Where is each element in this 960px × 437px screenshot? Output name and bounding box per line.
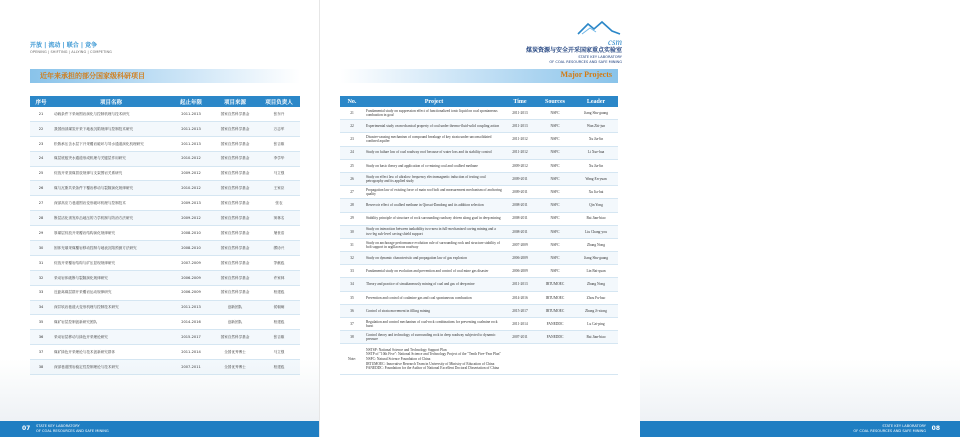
table-row [340,199,618,212]
leader: Zhang Nong [574,238,618,251]
table-row [30,196,300,211]
source: 国家自然科学基金 [212,285,258,300]
source: 国家自然科学基金 [212,211,258,226]
source: IRTUMOEC [536,278,574,291]
leader: Wan Zhi-jun [574,120,618,133]
source: 国家自然科学基金 [212,196,258,211]
leader: Lu Cai-ping [574,318,618,331]
row-number: 24 [30,151,52,166]
page-number: 08 [931,425,940,432]
row-number: 37 [340,318,364,331]
leader: Zhou Fu-bao [574,291,618,304]
logo-cn: 煤炭资源与安全开采国家重点实验室 [525,47,622,54]
time: 2006-2009 [504,265,536,278]
time: 2011-2012 [504,133,536,146]
note-line: IRTUMOEC: Innovative Research Team in University of Ministry of Education of China [366,361,495,366]
time: 2011-2013 [504,278,536,291]
project-name: Prevention and control of coalmine gas and coal spontaneous combustion [364,291,504,304]
table-row [30,255,300,270]
project-name: Study on anchorage performance evolution rule of surrounding rock and structure stability of bolt support in argillaceous roadway [364,238,504,251]
row-number: 23 [30,136,52,151]
project-name: 深部高应力巷道围岩变形破坏机理与控制技术 [52,196,170,211]
project-name: 固体充填采煤覆岩移动控制与地表沉陷预测方法研究 [52,241,170,256]
source: 创新团队 [212,300,258,315]
source: 国家自然科学基金 [212,270,258,285]
source: IRTUMOEC [536,304,574,317]
project-name: 深部巷道围岩稳定性控制理论与技术研究 [52,360,170,375]
leader: 张吉雄 [258,136,300,151]
period: 2014-2016 [170,315,212,330]
project-name: 采动岩体破断与裂隙演化规律研究 [52,270,170,285]
source: NSFC [536,133,574,146]
table-row [340,304,618,317]
source: NSFC [536,212,574,225]
table-row [340,238,618,251]
source: 国家自然科学基金 [212,136,258,151]
row-number: 27 [30,196,52,211]
leader: 缪协兴 [258,241,300,256]
tagline-cn: 开放 | 流动 | 联合 | 竞争 [30,42,98,49]
time: 2015-2017 [504,304,536,317]
row-number: 35 [30,315,52,330]
time: 2007-2011 [504,331,536,344]
period: 2011-2013 [170,136,212,151]
leader: Wang En-yuan [574,172,618,185]
source: NSFC [536,265,574,278]
col-header: 项目负责人 [258,96,300,107]
time: 2008-2011 [504,212,536,225]
table-row [30,136,300,151]
table-row [30,300,300,315]
leader: 许家林 [258,270,300,285]
row-number: 26 [340,172,364,185]
project-name: Study on basic theory and application of co-mining coal and coalbed methane [364,159,504,172]
period: 2007-2009 [170,255,212,270]
leader: 王家臣 [258,181,300,196]
period: 2007-2011 [170,360,212,375]
source: FANEDDC [536,331,574,344]
leader: 窦林名 [258,211,300,226]
period: 2010-2012 [170,181,212,196]
table-row [30,315,300,330]
source: NSFC [536,199,574,212]
leader: Qin Yong [574,199,618,212]
footer-bar [0,421,320,437]
project-name: Study on failure law of coal roadway roof because of water loss and its stability control [364,146,504,159]
project-name: Stability principle of structure of rock surrounding roadway driven along goaf in deep mining [364,212,504,225]
row-number: 33 [340,265,364,278]
table-row [340,186,618,199]
source: 国家自然科学基金 [212,226,258,241]
project-name: Study on effect law of ultralow frequency electromagnetic induction of testing coal petrography and its applied study [364,172,504,185]
right-page [320,0,940,437]
banner-title-cn: 近年来承担的部分国家级科研项目 [40,72,145,80]
row-number: 21 [340,107,364,120]
footer-bar [640,421,960,437]
footer-lab-line1: STATE KEY LABORATORY [882,424,926,428]
leader: 张吉雄 [258,330,300,345]
source: NSFC [536,225,574,238]
time: 2007-2009 [504,238,536,251]
col-header: 项目来源 [212,96,258,107]
source: FANEDDC [536,318,574,331]
row-number: 26 [30,181,52,196]
time: 2009-2011 [504,172,536,185]
footer-lab-line2: OF COAL RESOURCES AND SAFE MINING [36,428,109,433]
leader: 柏建彪 [258,315,300,330]
table-row [30,241,300,256]
leader: 侯朝炯 [258,300,300,315]
source: 国家自然科学基金 [212,181,258,196]
period: 2008-2010 [170,241,212,256]
col-header: Sources [536,96,574,107]
period: 2006-2009 [170,285,212,300]
time: 2011-2013 [504,120,536,133]
row-number: 25 [30,166,52,181]
source: 全国优秀博士 [212,345,258,360]
project-name: Disaster-causing mechanism of compound breakage of key strata under unconsolidated confined aquifer [364,133,504,146]
leader: 张东升 [258,107,300,121]
row-number: 24 [340,146,364,159]
row-number: 31 [30,255,52,270]
time: 2011-2013 [504,107,536,120]
period: 2015-2017 [170,330,212,345]
period: 2011-2013 [170,300,212,315]
project-name: 煤矿岩层控制创新研究团队 [52,315,170,330]
source: NSFC [536,238,574,251]
source: 国家自然科学基金 [212,166,258,181]
footer-lab-name [36,424,109,433]
table-row [340,225,618,238]
project-name: Study on dynamic characteristic and propagation law of gas explosion [364,252,504,265]
source: NSFC [536,252,574,265]
table-row [30,345,300,360]
col-header: Time [504,96,536,107]
row-number: 30 [30,241,52,256]
note-label: Note: [340,344,364,375]
project-name: Fundamental study on evolution and prevention and control of coal mine gas disaster [364,265,504,278]
row-number: 21 [30,107,52,121]
table-row [340,265,618,278]
project-name: 综放开采顶煤冒放规律与支架围岩关系研究 [52,166,170,181]
table-row [340,159,618,172]
row-number: 37 [30,345,52,360]
footer-lab-line2: OF COAL RESOURCES AND SAFE MINING [853,428,926,433]
row-number: 25 [340,159,364,172]
source: NSFC [536,120,574,133]
table-row [340,120,618,133]
leader: Lin Bai-quan [574,265,618,278]
leader: 马立强 [258,166,300,181]
time: 2008-2011 [504,225,536,238]
row-number: 22 [30,121,52,136]
table-row [30,166,300,181]
row-number: 22 [340,120,364,133]
source: NSFC [536,172,574,185]
row-number: 29 [340,212,364,225]
time: 2014-2016 [504,291,536,304]
source: 国家自然科学基金 [212,151,258,166]
leader: Zhang Ji-xiong [574,304,618,317]
project-name: 综放开采覆岩结构与矿压显现规律研究 [52,255,170,270]
leader: 茅献彪 [258,255,300,270]
col-header: Leader [574,96,618,107]
col-header: 起止年限 [170,96,212,107]
table-row [340,212,618,225]
row-number: 33 [30,285,52,300]
period: 2011-2014 [170,345,212,360]
table-row [30,107,300,121]
row-number: 28 [30,211,52,226]
time: 2006-2009 [504,252,536,265]
project-name: 动载条件下采场围岩演化与控制机理与技术研究 [52,107,170,121]
table-row [30,226,300,241]
leader: 李学华 [258,151,300,166]
row-number: 36 [30,330,52,345]
leader: 马立强 [258,345,300,360]
leader: 柏建彪 [258,360,300,375]
leader: Bai Jian-biao [574,212,618,225]
project-name: 松散承压含水层下开采覆岩破坏与导水通道演化机理研究 [52,136,170,151]
leader: Xu Jia-lin [574,159,618,172]
lab-logo [502,20,622,65]
leader: 柏建彪 [258,285,300,300]
row-number: 36 [340,304,364,317]
period: 2006-2009 [170,270,212,285]
table-header-row [30,96,300,107]
table-row [30,270,300,285]
note-line: NSTP of "10th Five": National Science and Technology Project of the "Tenth Five-Year Plan" [366,352,501,357]
row-number: 31 [340,238,364,251]
table-row [30,151,300,166]
period: 2011-2013 [170,107,212,121]
source: 全国优秀博士 [212,360,258,375]
time: 2011-2012 [504,146,536,159]
project-name: Reservoir effect of coalbed methane in Qinxui-Dandong and its addition selection [364,199,504,212]
tagline [30,42,112,56]
footer-lab-name [853,424,926,433]
table-row [340,291,618,304]
leader: Liu Chang-you [574,225,618,238]
table-header-row [340,96,618,107]
col-header: No. [340,96,364,107]
row-number: 23 [340,133,364,146]
period: 2009-2012 [170,211,212,226]
time: 2009-2011 [504,186,536,199]
note-line: NSTSP: National Science and Technology Support Plan [366,347,447,352]
source: 创新团队 [212,315,258,330]
row-number: 34 [30,300,52,315]
source: 国家自然科学基金 [212,107,258,121]
row-number: 35 [340,291,364,304]
row-number: 34 [340,278,364,291]
tagline-en: OPENING | SHIFTING | ALLYING | COMPETING [30,50,112,54]
col-header: Project [364,96,504,107]
projects-table-cn [30,96,300,375]
banner-title-en: Major Projects [560,70,612,79]
period: 2010-2012 [170,151,212,166]
row-number: 32 [340,252,364,265]
period: 2009-2012 [170,166,212,181]
row-number: 28 [340,199,364,212]
table-row [30,181,300,196]
left-page [0,0,320,437]
period: 2008-2010 [170,226,212,241]
table-row [340,146,618,159]
note-line: NSFC: Natural Science Foundation of China [366,357,431,362]
row-number: 29 [30,226,52,241]
source: NSFC [536,107,574,120]
leader: Xu Jia-lin [574,133,618,146]
leader: Bai Jian-biao [574,331,618,344]
logo-en-1: STATE KEY LABORATORY [578,55,622,59]
leader: Zhang Nong [574,278,618,291]
period: 2011-2013 [170,121,212,136]
table-row [30,285,300,300]
leader: Xu Jia-hai [574,186,618,199]
project-name: Theory and practice of simultaneously mining of coal and gas of deep mine [364,278,504,291]
source: NSFC [536,146,574,159]
time: 2011-2014 [504,318,536,331]
notes [364,344,618,375]
table-row [340,278,618,291]
city-skyline-image [640,359,960,421]
source: 国家自然科学基金 [212,330,258,345]
time: 2009-2012 [504,159,536,172]
project-name: Control of strata movement in filling mining [364,304,504,317]
leader: Li Xue-hua [574,146,618,159]
row-number: 32 [30,270,52,285]
row-number: 27 [340,186,364,199]
leader: 万志军 [258,121,300,136]
col-header: 序号 [30,96,52,107]
section-banner-en [340,69,618,83]
source: 国家自然科学基金 [212,241,258,256]
row-number: 38 [30,360,52,375]
city-skyline-image [0,359,320,421]
project-name: 我国西部煤炭开采下地表沉陷规律与控制技术研究 [52,121,170,136]
project-name: 厚煤层综放开采覆岩结构演化规律研究 [52,226,170,241]
source: IRTUMOEC [536,291,574,304]
leader: Jiang Shu-guang [574,252,618,265]
leader: 屠世浩 [258,226,300,241]
table-row [340,172,618,185]
table-row [340,252,618,265]
note-row [340,344,618,375]
table-row [30,121,300,136]
table-row [340,318,618,331]
table-row [30,211,300,226]
time: 2008-2011 [504,199,536,212]
footer-lab-line1: STATE KEY LABORATORY [36,424,80,428]
project-name: 煤层底板突水通道形成机理与关键层作用研究 [52,151,170,166]
project-name: 煤矿绿色开采理论与技术创新研究群体 [52,345,170,360]
note-line: FANEDDC: Foundation for the Author of National Excellent Doctoral Dissertation of China [366,366,499,371]
row-number: 30 [340,225,364,238]
leader: Jiang Shu-guang [574,107,618,120]
period: 2009-2013 [170,196,212,211]
col-header: 项目名称 [52,96,170,107]
project-name: Study on interaction between tankability two-area in full-mechanized caving mining and a two-leg sub-level caving shield support [364,225,504,238]
logo-en-2: OF COAL RESOURCES AND SAFE MINING [549,60,622,64]
table-row [340,331,618,344]
project-name: 深井软岩巷道大变形机理与控制技术研究 [52,300,170,315]
project-name: Experimental study on mechanical property of coal under thermo-fluid-solid coupling action [364,120,504,133]
project-name: Regulation and control mechanism of coal-rock combinations for preventing coalmine rock burst [364,318,504,331]
project-name: Propagation law of existing force of main roof bolt and measurement mechanism of anchoring quality [364,186,504,199]
table-row [30,330,300,345]
project-name: 近距离煤层群开采覆岩运动规律研究 [52,285,170,300]
project-name: Control theory and technology of surrounding rock in deep roadway subjected to dynamic pressure [364,331,504,344]
table-row [340,107,618,120]
projects-table-en [340,96,618,375]
project-name: Fundamental study on suppression effect of functionalized ionic liquid on coal spontaneous combustion in goaf [364,107,504,120]
page-number: 07 [22,425,31,432]
mountain-logo-icon [576,20,622,38]
table-row [340,133,618,146]
project-name: 采动岩层移动与绿色开采理论研究 [52,330,170,345]
source: NSFC [536,186,574,199]
source: NSFC [536,159,574,172]
logo-text: csm [608,37,622,47]
source: 国家自然科学基金 [212,121,258,136]
source: 国家自然科学基金 [212,255,258,270]
project-name: 断层活化诱发冲击地压的力学机制与防治方法研究 [52,211,170,226]
section-banner-cn [30,69,300,83]
leader: 张农 [258,196,300,211]
project-name: 煤与瓦斯共采条件下覆岩移动与裂隙演化规律研究 [52,181,170,196]
row-number: 38 [340,331,364,344]
